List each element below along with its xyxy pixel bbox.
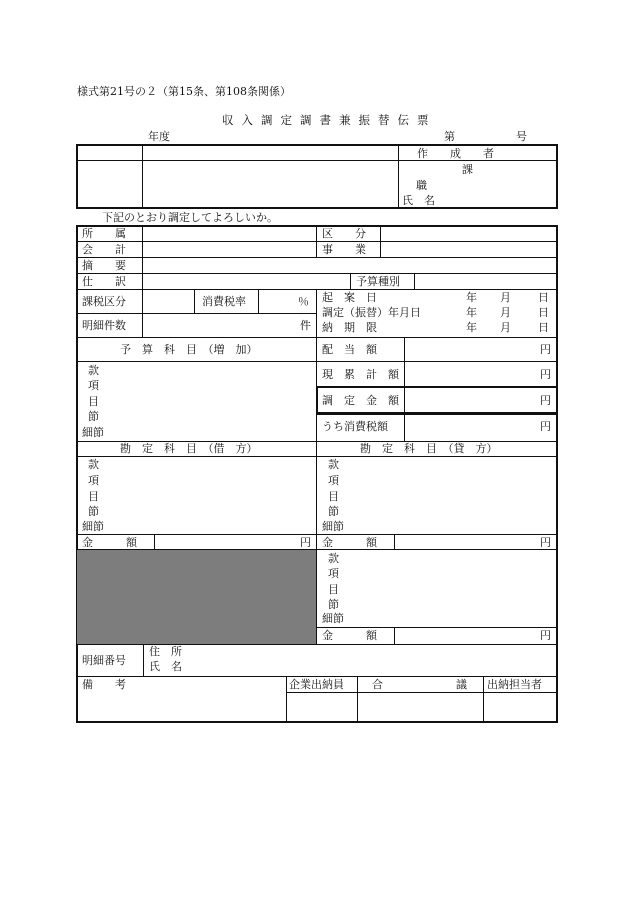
percent-label: ％ <box>298 295 309 308</box>
uchi-shohizei-en: 円 <box>540 420 551 433</box>
kari-saisetsu: 細節 <box>82 520 104 533</box>
shimei-label: 氏 名 <box>402 194 435 207</box>
kashi2-ko: 項 <box>328 567 339 580</box>
yosan-saisetsu: 細節 <box>82 426 104 439</box>
kashi2-kingaku-label: 金 額 <box>322 629 377 642</box>
kashi-saisetsu: 細節 <box>322 520 344 533</box>
uchi-shohizei-label: うち消費税額 <box>322 420 388 433</box>
chotei-kingaku-en: 円 <box>540 394 551 407</box>
genrui-label: 現 累 計 額 <box>322 368 399 381</box>
kaikei-label: 会 計 <box>82 243 126 256</box>
kashi2-kingaku-en: 円 <box>540 629 551 642</box>
kashi2-saisetsu: 細節 <box>322 612 344 625</box>
number-prefix: 第 <box>444 130 455 143</box>
biko-label: 備 考 <box>82 678 126 691</box>
kari-moku: 目 <box>88 490 99 503</box>
yosan-setsu: 節 <box>88 410 99 423</box>
tekiyo-label: 摘 要 <box>82 259 126 272</box>
intro-text: 下記のとおり調定してよろしいか。 <box>102 211 278 224</box>
kazei-kubun-label: 課税区分 <box>82 295 126 308</box>
shozoku-label: 所 属 <box>82 227 126 240</box>
kashi2-setsu: 節 <box>328 598 339 611</box>
kashi-ko: 項 <box>328 474 339 487</box>
meisai-kensu-label: 明細件数 <box>82 319 126 332</box>
jusho-label: 住 所 <box>149 645 182 658</box>
kashi-kingaku-en: 円 <box>540 536 551 549</box>
yosan-kan: 款 <box>88 364 99 377</box>
yosan-moku: 目 <box>88 395 99 408</box>
suito-tanto-label: 出納担当者 <box>487 678 542 691</box>
genrui-en: 円 <box>540 368 551 381</box>
kari-kingaku-en: 円 <box>300 536 311 549</box>
kigyo-suitoin-label: 企業出納員 <box>289 678 344 691</box>
number-suffix: 号 <box>516 130 527 143</box>
fiscal-year-label: 年度 <box>148 130 170 143</box>
chotei-kingaku-label: 調 定 金 額 <box>322 394 399 407</box>
shimei2-label: 氏 名 <box>149 660 182 673</box>
haito-label: 配 当 額 <box>322 343 377 356</box>
kashi-moku: 目 <box>328 490 339 503</box>
noki-tsuki: 月 <box>500 321 511 334</box>
noki-label: 納 期 限 <box>322 321 377 334</box>
shoku-label: 職 <box>416 179 427 192</box>
noki-hi: 日 <box>538 321 549 334</box>
chotei-nen: 年 <box>466 306 477 319</box>
kashi-setsu: 節 <box>328 505 339 518</box>
shiwake-label: 仕 訳 <box>82 275 126 288</box>
kian-nen: 年 <box>466 291 477 304</box>
ka-label: 課 <box>462 163 473 176</box>
go-label: 合 <box>372 678 383 691</box>
kian-hi: 日 <box>538 291 549 304</box>
meisai-bango-label: 明細番号 <box>82 654 126 667</box>
kanjo-kashi-header: 勘 定 科 目 （貸 方） <box>360 442 498 455</box>
author-label: 作 成 者 <box>417 147 494 160</box>
kari-kan: 款 <box>88 458 99 471</box>
shohizeiritsu-label: 消費税率 <box>202 295 246 308</box>
kashi-kan: 款 <box>328 458 339 471</box>
noki-nen: 年 <box>466 321 477 334</box>
kian-label: 起 案 日 <box>322 291 377 304</box>
chotei-furikae-label: 調定（振替）年月日 <box>322 306 421 319</box>
chotei-tsuki: 月 <box>500 306 511 319</box>
yosan-kamoku-header: 予 算 科 目 （増 加） <box>120 343 258 356</box>
ken-label: 件 <box>300 319 311 332</box>
kanjo-kari-header: 勘 定 科 目 （借 方） <box>120 442 258 455</box>
kari-ko: 項 <box>88 474 99 487</box>
kashi-kingaku-label: 金 額 <box>322 536 377 549</box>
yosan-shubetsu-label: 予算種別 <box>356 275 400 288</box>
kari-kingaku-label: 金 額 <box>82 536 137 549</box>
gi-label: 議 <box>456 678 467 691</box>
shaded-block <box>77 550 316 644</box>
kashi2-kan: 款 <box>328 552 339 565</box>
kashi2-moku: 目 <box>328 583 339 596</box>
haito-en: 円 <box>540 343 551 356</box>
yosan-ko: 項 <box>88 379 99 392</box>
kian-tsuki: 月 <box>500 291 511 304</box>
jigyo-label: 事 業 <box>322 243 366 256</box>
form-title: 収入調定調書兼振替伝票 <box>222 113 437 127</box>
chotei-hi: 日 <box>538 306 549 319</box>
kari-setsu: 節 <box>88 505 99 518</box>
kubun-label: 区 分 <box>322 227 366 240</box>
form-number: 様式第21号の２（第15条、第108条関係） <box>77 85 291 98</box>
